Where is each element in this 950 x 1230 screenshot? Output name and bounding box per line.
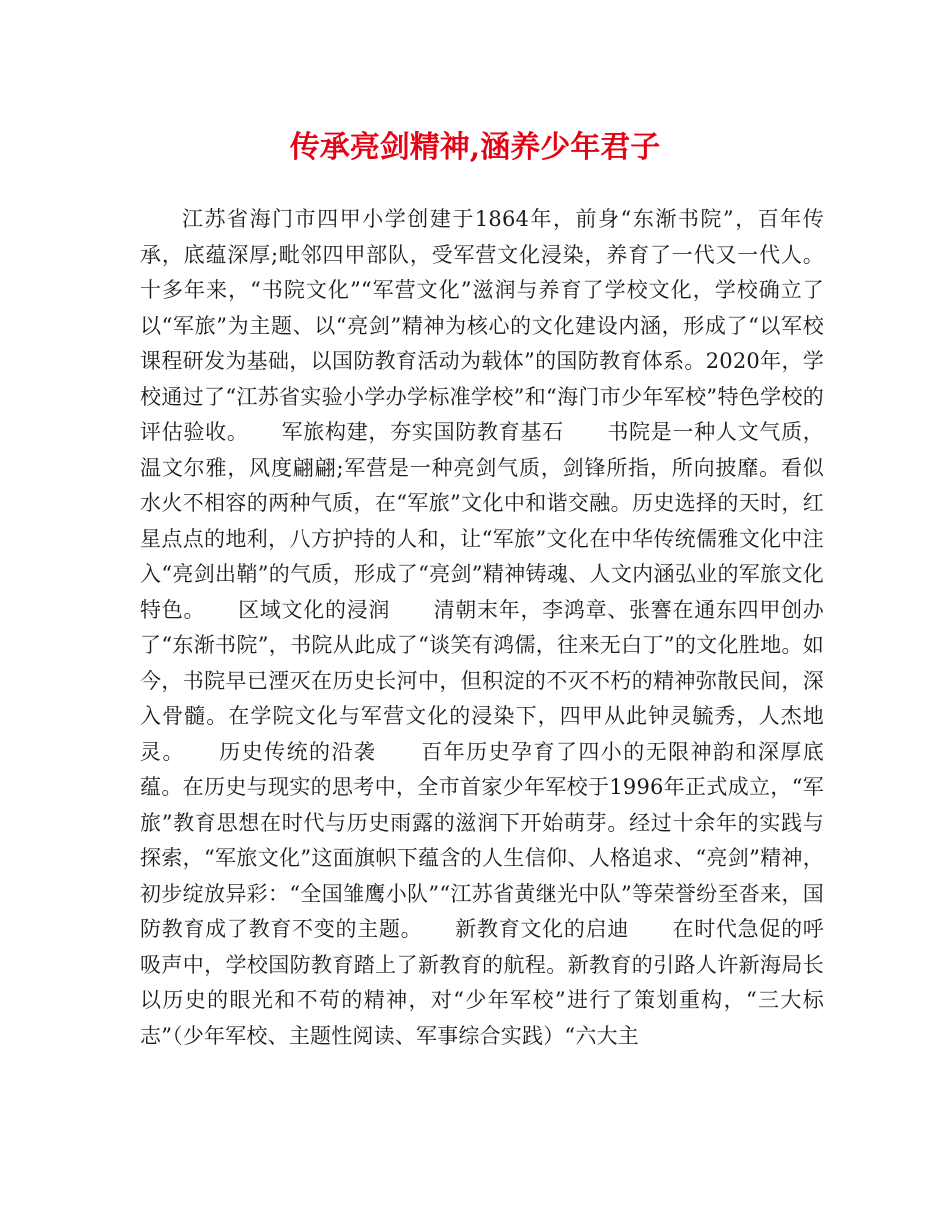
document-body-paragraph: 江苏省海门市四甲小学创建于1864年，前身“东渐书院”，百年传承，底蕴深厚;毗邻四甲部队，受军营文化浸染，养育了一代又一代人。十多年来，“书院文化”“军营文化”滋润与养育了学校文化，学校确立了以“军旅”为主题、以“亮剑”精神为核心的文化建设内涵，形成了“以军校课程研发为基础，以国防教育活动为载体”的国防教育体系。2020年，学校通过了“江苏省实验小学办学标准学校”和“海门市少年军校”特色学校的评估验收。 军旅构建，夯实国防教育基石 书院是一种人文气质，温文尔雅，风度翩翩;军营是一种亮剑气质，剑锋所指，所向披靡。看似水火不相容的两种气质，在“军旅”文化中和谐交融。历史选择的天时，红星点点的地利，八方护持的人和，让“军旅”文化在中华传统儒雅文化中注入“亮剑出鞘”的气质，形成了“亮剑”精神铸魂、人文内涵弘业的军旅文化特色。 区域文化的浸润 清朝末年，李鸿章、张謇在通东四甲创办了“东渐书院”，书院从此成了“谈笑有鸿儒，往来无白丁”的文化胜地。如今，书院早已湮灭在历史长河中，但积淀的不灭不朽的精神弥散民间，深入骨髓。在学院文化与军营文化的浸染下，四甲从此钟灵毓秀，人杰地灵。 历史传统的沿袭 百年历史孕育了四小的无限神韵和深厚底蕴。在历史与现实的思考中，全市首家少年军校于1996年正式成立，“军旅”教育思想在时代与历史雨露的滋润下开始萌芽。经过十余年的实践与探索，“军旅文化”这面旗帜下蕴含的人生信仰、人格追求、“亮剑”精神，初步绽放异彩：“全国雏鹰小队”“江苏省黄继光中队”等荣誉纷至沓来，国防教育成了教育不变的主题。 新教育文化的启迪 在时代急促的呼吸声中，学校国防教育踏上了新教育的航程。新教育的引路人许新海局长以历史的眼光和不苟的精神，对“少年军校”进行了策划重构，“三大标志”（少年军校、主题性阅读、军事综合实践）“六大主 <box>140 207 824 1048</box>
document-title: 传承亮剑精神,涵养少年君子 <box>289 130 661 165</box>
